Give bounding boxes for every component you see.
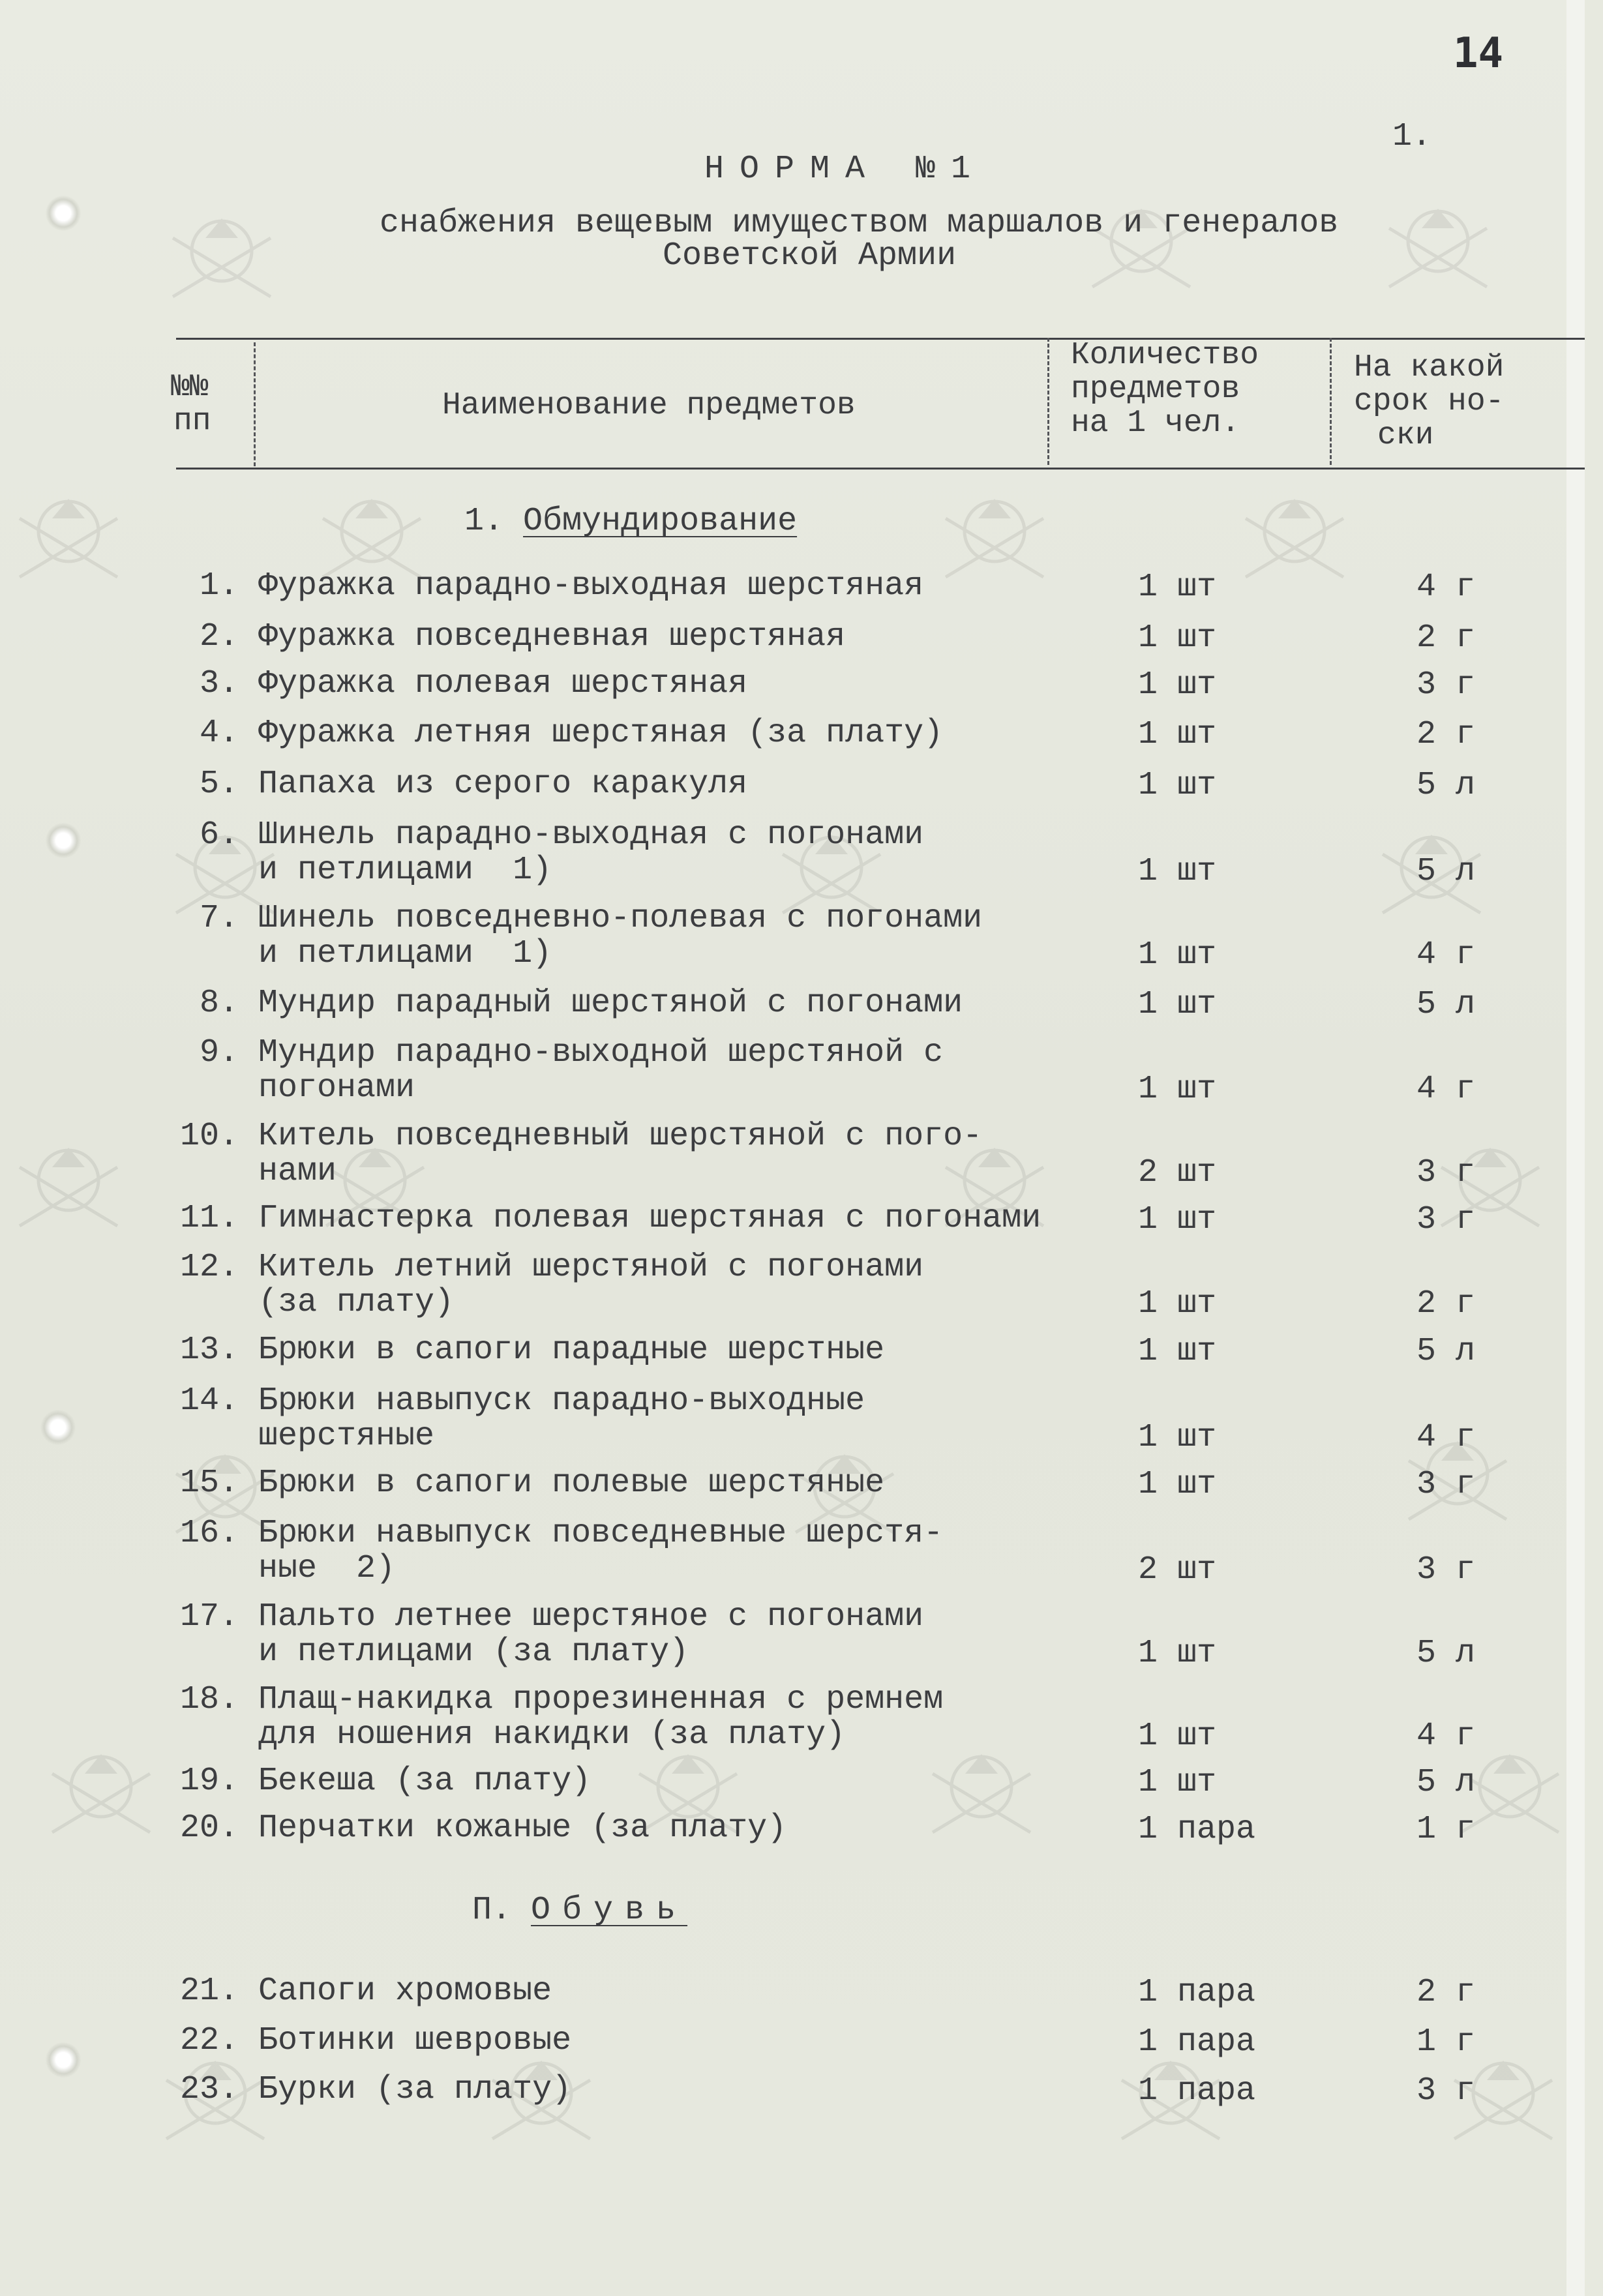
item-name: [258, 1600, 923, 1670]
item-name-line: Пальто летнее шерстяное с погонами: [258, 1598, 924, 1635]
item-number: 4.: [199, 715, 239, 752]
item-name-line: Гимнастерка полевая шерстяная с погонами: [258, 1200, 1041, 1237]
item-wear-term: 4 г: [1416, 1071, 1476, 1108]
item-name: [258, 1764, 591, 1799]
item-wear-term: 3 г: [1416, 1201, 1476, 1238]
item-name-line: погонами: [258, 1069, 415, 1107]
item-name-line: Фуражка повседневная шерстяная: [258, 618, 846, 655]
item-name-line: Фуражка летняя шерстяная (за плату): [258, 715, 944, 752]
item-quantity: 1 шт: [1138, 569, 1217, 606]
watermark-emblem-icon: [1233, 492, 1356, 590]
item-wear-term: 3 г: [1416, 666, 1476, 704]
watermark-emblem-icon: [160, 212, 284, 310]
item-name-line: Плащ-накидка прорезиненная с ремнем: [258, 1681, 944, 1718]
item-wear-term: 4 г: [1416, 1419, 1476, 1456]
item-name: [258, 1682, 943, 1753]
item-name: [258, 1974, 552, 2009]
item-name-line: Бурки (за плату): [258, 2071, 572, 2108]
item-name-line: для ношения накидки (за плату): [258, 1716, 846, 1753]
item-wear-term: 4 г: [1416, 936, 1476, 974]
item-wear-term: 3 г: [1416, 2072, 1476, 2110]
item-name: [258, 1811, 787, 1846]
item-name-line: Мундир парадный шерстяной с погонами: [258, 985, 963, 1022]
item-name-line: Папаха из серого каракуля: [258, 766, 748, 803]
item-name: [258, 2072, 571, 2108]
punch-hole: [40, 1410, 76, 1445]
item-wear-term: 3 г: [1416, 1466, 1476, 1503]
punch-hole: [46, 823, 81, 858]
document-title: НОРМА №1: [704, 151, 987, 188]
document-subtitle-line2: Советской Армии: [663, 237, 957, 275]
page-edge: [1566, 0, 1585, 2296]
item-wear-term: 2 г: [1416, 1974, 1476, 2011]
watermark-emblem-icon: [39, 1748, 163, 1845]
item-name: [258, 1201, 1041, 1236]
item-quantity: 1 шт: [1138, 666, 1217, 704]
item-quantity: 1 шт: [1138, 619, 1217, 657]
item-wear-term: 2 г: [1416, 619, 1476, 657]
item-number: 11.: [179, 1200, 239, 1237]
item-number: 19.: [179, 1763, 239, 1800]
header-qty-line1: Количество: [1071, 338, 1259, 373]
section-name: Обмундирование: [523, 503, 798, 540]
item-quantity: 1 шт: [1138, 1466, 1217, 1503]
item-quantity: 1 шт: [1138, 1201, 1217, 1238]
header-term-line3: ски: [1377, 418, 1434, 453]
header-num-line1: №№: [171, 370, 209, 405]
page-number: 1.: [1392, 118, 1432, 155]
section-prefix: 1.: [464, 503, 524, 540]
item-number: 9.: [199, 1034, 239, 1071]
item-name: [258, 1466, 884, 1501]
item-name: [258, 1384, 865, 1454]
item-name: [258, 1119, 982, 1189]
item-number: 13.: [179, 1332, 239, 1369]
punch-hole: [46, 196, 81, 231]
table-header-rule: [176, 468, 1585, 470]
watermark-emblem-icon: [933, 492, 1056, 590]
header-qty-line2: предметов: [1071, 372, 1240, 407]
item-name-line: Шинель повседневно-полевая с погонами: [258, 900, 983, 937]
watermark-emblem-icon: [1376, 202, 1500, 300]
item-quantity: 1 шт: [1138, 1718, 1217, 1755]
watermark-emblem-icon: [7, 1141, 130, 1239]
item-quantity: 1 пара: [1138, 2072, 1256, 2110]
item-quantity: 1 шт: [1138, 986, 1217, 1023]
item-quantity: 1 шт: [1138, 1285, 1217, 1322]
item-wear-term: 4 г: [1416, 569, 1476, 606]
header-term-line1: На какой: [1354, 350, 1505, 385]
item-quantity: 1 шт: [1138, 1764, 1217, 1801]
item-name-line: Ботинки шевровые: [258, 2022, 572, 2059]
item-name-line: шерстяные: [258, 1418, 435, 1455]
watermark-emblem-icon: [7, 492, 130, 590]
item-name-line: нами: [258, 1153, 337, 1190]
item-name-line: Брюки в сапоги парадные шерстные: [258, 1332, 885, 1369]
item-name: [258, 818, 923, 888]
item-number: 20.: [179, 1810, 239, 1847]
item-name-line: Фуражка полевая шерстяная: [258, 665, 748, 702]
item-quantity: 1 шт: [1138, 1333, 1217, 1370]
item-quantity: 1 пара: [1138, 1811, 1256, 1848]
item-quantity: 1 шт: [1138, 1635, 1217, 1672]
item-number: 3.: [199, 665, 239, 702]
item-number: 5.: [199, 766, 239, 803]
item-name-line: Китель летний шерстяной с погонами: [258, 1249, 924, 1286]
sheet-number: 14: [1453, 29, 1504, 78]
item-quantity: 1 шт: [1138, 853, 1217, 890]
item-wear-term: 1 г: [1416, 2023, 1476, 2061]
item-number: 15.: [179, 1465, 239, 1502]
item-quantity: 1 шт: [1138, 767, 1217, 804]
item-number: 1.: [199, 567, 239, 604]
item-number: 12.: [179, 1249, 239, 1286]
item-quantity: 2 шт: [1138, 1551, 1217, 1588]
item-name-line: и петлицами 1): [258, 935, 552, 972]
item-number: 7.: [199, 900, 239, 937]
item-name: [258, 716, 943, 751]
item-number: 6.: [199, 816, 239, 854]
item-number: 8.: [199, 985, 239, 1022]
item-quantity: 1 пара: [1138, 2023, 1256, 2061]
column-divider: [254, 342, 256, 466]
document-subtitle-line1: снабжения вещевым имуществом маршалов и генералов: [380, 205, 1339, 242]
item-name: [258, 569, 923, 604]
column-divider: [1047, 338, 1049, 465]
item-wear-term: 5 л: [1416, 1333, 1476, 1370]
section-prefix: П.: [472, 1892, 532, 1929]
item-name: [258, 666, 747, 702]
item-wear-term: 4 г: [1416, 1718, 1476, 1755]
item-name: [258, 1516, 943, 1587]
item-name: [258, 1036, 943, 1106]
item-name-line: Брюки навыпуск повседневные шерстя-: [258, 1515, 944, 1552]
item-quantity: 1 шт: [1138, 936, 1217, 974]
header-term-line2: срок но-: [1354, 384, 1505, 419]
item-wear-term: 3 г: [1416, 1154, 1476, 1191]
item-wear-term: 5 л: [1416, 1764, 1476, 1801]
item-name-line: и петлицами (за плату): [258, 1633, 689, 1671]
item-quantity: 1 шт: [1138, 1071, 1217, 1108]
header-qty-line3: на 1 чел.: [1071, 406, 1240, 441]
section-name: Обувь: [531, 1892, 688, 1929]
item-name-line: Перчатки кожаные (за плату): [258, 1810, 787, 1847]
item-name-line: Бекеша (за плату): [258, 1763, 592, 1800]
item-name: [258, 619, 845, 655]
item-wear-term: 5 л: [1416, 767, 1476, 804]
item-name: [258, 1250, 923, 1320]
item-wear-term: 5 л: [1416, 853, 1476, 890]
item-name-line: Мундир парадно-выходной шерстяной с: [258, 1034, 944, 1071]
item-number: 16.: [179, 1515, 239, 1552]
watermark-emblem-icon: [920, 1748, 1043, 1845]
item-name-line: Брюки в сапоги полевые шерстяные: [258, 1465, 885, 1502]
header-num-line2: пп: [173, 404, 211, 439]
table-top-rule: [176, 338, 1585, 340]
item-wear-term: 5 л: [1416, 1635, 1476, 1672]
item-name-line: Шинель парадно-выходная с погонами: [258, 816, 924, 854]
item-name-line: Сапоги хромовые: [258, 1973, 552, 2010]
item-name-line: Фуражка парадно-выходная шерстяная: [258, 567, 924, 604]
item-wear-term: 2 г: [1416, 1285, 1476, 1322]
item-quantity: 2 шт: [1138, 1154, 1217, 1191]
item-number: 18.: [179, 1681, 239, 1718]
item-name-line: ные 2): [258, 1550, 396, 1587]
section-title-footwear: [472, 1894, 687, 1927]
item-wear-term: 5 л: [1416, 986, 1476, 1023]
item-name: [258, 986, 963, 1021]
item-number: 23.: [179, 2071, 239, 2108]
item-quantity: 1 шт: [1138, 1419, 1217, 1456]
item-quantity: 1 пара: [1138, 1974, 1256, 2011]
item-name: [258, 901, 982, 972]
header-name: Наименование предметов: [442, 388, 856, 423]
item-name: [258, 767, 747, 802]
item-name-line: (за плату): [258, 1284, 455, 1321]
column-divider: [1330, 338, 1332, 465]
item-wear-term: 1 г: [1416, 1811, 1476, 1848]
item-number: 14.: [179, 1382, 239, 1420]
section-title-uniform: [464, 505, 797, 538]
item-name: [258, 1333, 884, 1368]
item-name-line: и петлицами 1): [258, 852, 552, 889]
item-number: 21.: [179, 1973, 239, 2010]
item-number: 10.: [179, 1118, 239, 1155]
punch-hole: [46, 2042, 81, 2078]
item-name-line: Брюки навыпуск парадно-выходные: [258, 1382, 865, 1420]
item-number: 2.: [199, 618, 239, 655]
item-quantity: 1 шт: [1138, 716, 1217, 753]
item-number: 22.: [179, 2022, 239, 2059]
item-wear-term: 2 г: [1416, 716, 1476, 753]
item-wear-term: 3 г: [1416, 1551, 1476, 1588]
item-number: 17.: [179, 1598, 239, 1635]
item-name: [258, 2023, 571, 2059]
item-name-line: Китель повседневный шерстяной с пого-: [258, 1118, 983, 1155]
